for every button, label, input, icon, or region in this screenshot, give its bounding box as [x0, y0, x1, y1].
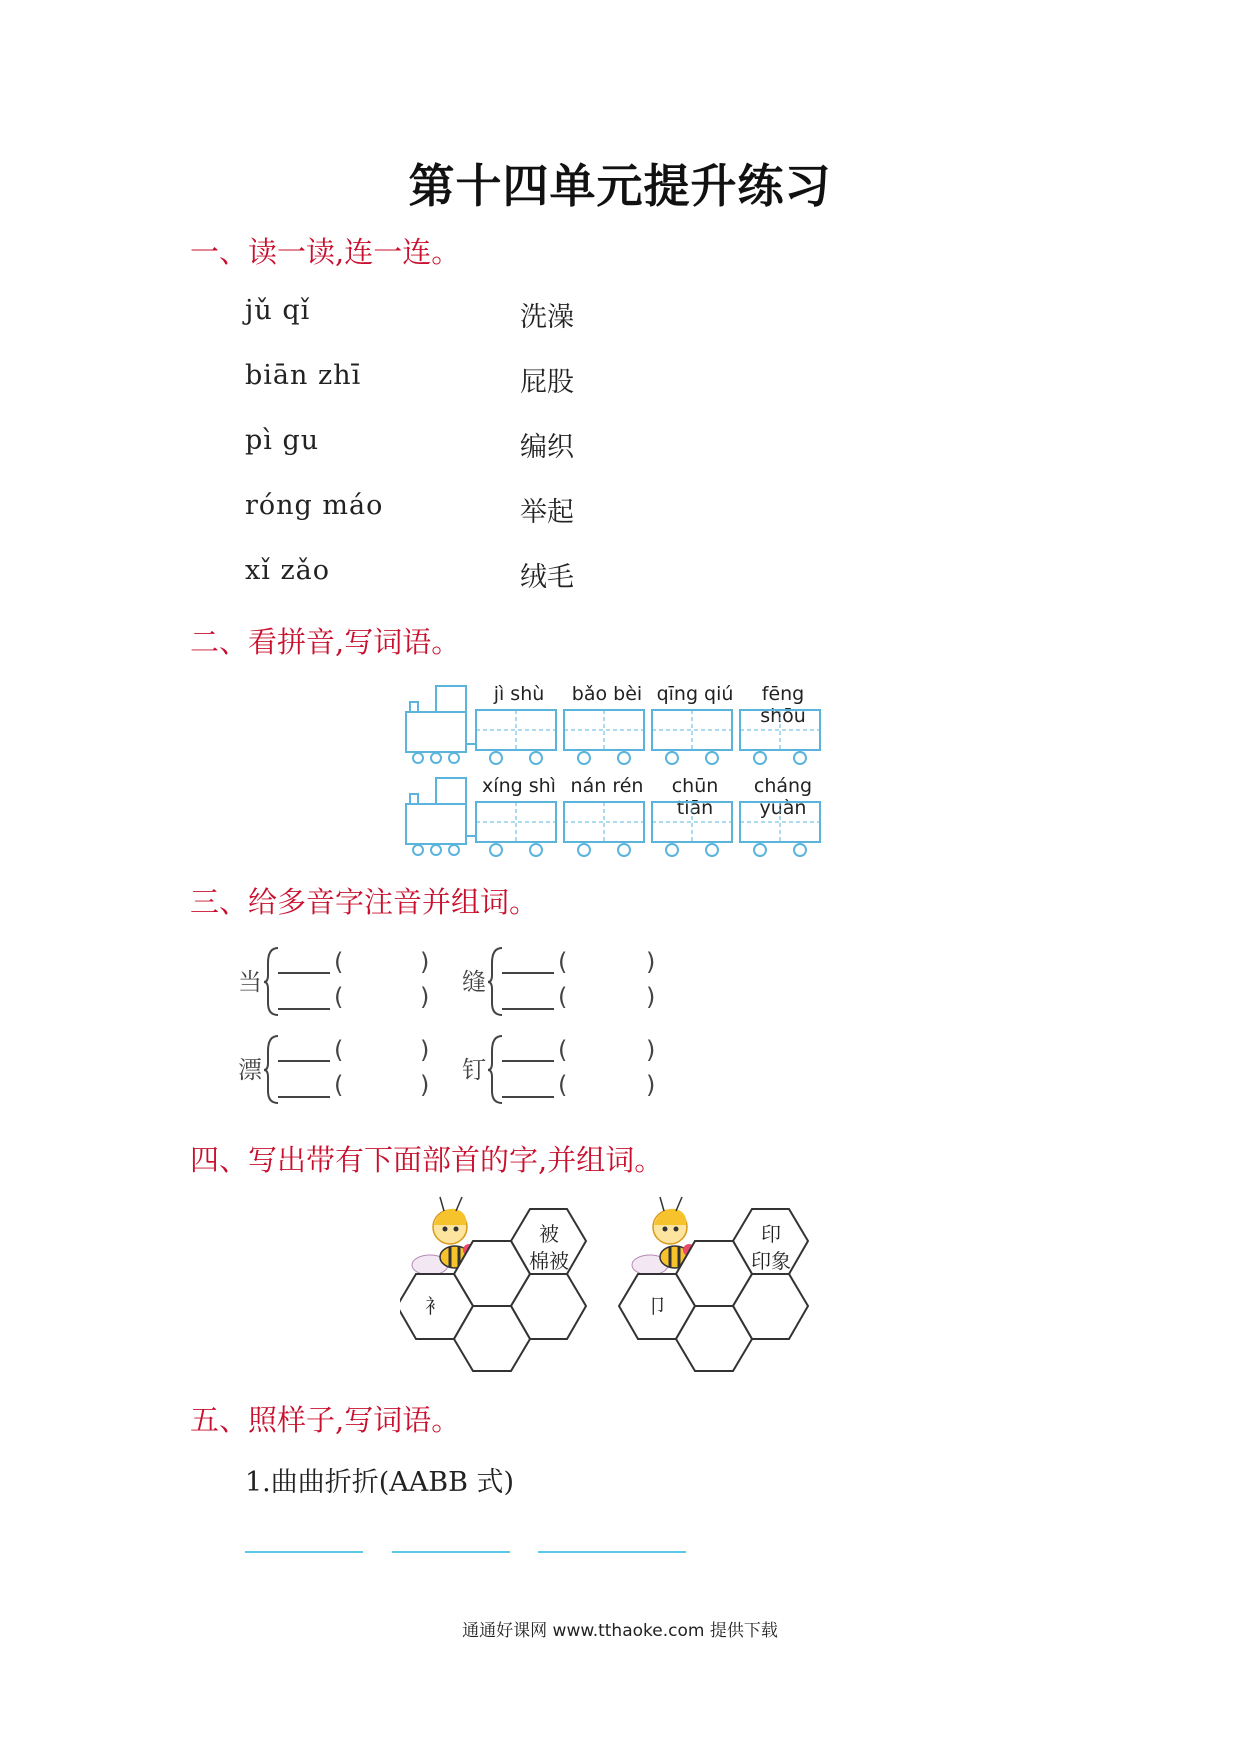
match-pinyin: jǔ qǐ	[245, 295, 311, 326]
hex-example-char: 印	[761, 1222, 781, 1246]
match-word: 屁股	[520, 367, 574, 398]
hex-example-word: 印象	[751, 1249, 791, 1273]
polyphone-char: 缝	[462, 968, 486, 996]
match-pinyin: pì gu	[245, 425, 320, 456]
paren-open: (	[334, 1036, 344, 1064]
match-word: 举起	[520, 497, 574, 528]
section-heading-4: 四、写出带有下面部首的字,并组词。	[190, 1143, 664, 1177]
example-item: 1.曲曲折折(AABB 式)	[245, 1467, 515, 1498]
match-pinyin: biān zhī	[245, 360, 362, 391]
paren-close: )	[646, 948, 656, 976]
train-pinyin: qīng qiú	[656, 683, 734, 705]
footer-text: 通通好课网 www.tthaoke.com 提供下载	[462, 1621, 778, 1641]
paren-open: (	[334, 948, 344, 976]
paren-open: (	[558, 983, 568, 1011]
polyphone-char: 漂	[238, 1056, 262, 1084]
match-pinyin: xǐ zǎo	[245, 555, 331, 586]
answer-line[interactable]	[538, 1551, 686, 1553]
hex-example-char: 被	[539, 1222, 559, 1246]
section-heading-5: 五、照样子,写词语。	[190, 1403, 461, 1437]
paren-open: (	[558, 1036, 568, 1064]
match-word: 绒毛	[520, 562, 574, 593]
section-heading-2: 二、看拼音,写词语。	[190, 625, 461, 659]
train-pinyin: nán rén	[570, 775, 644, 797]
section-heading-3: 三、给多音字注音并组词。	[190, 885, 539, 919]
train-grid-2	[400, 772, 840, 857]
polyphone-char: 钉	[462, 1056, 486, 1084]
train-pinyin: xíng shì	[482, 775, 556, 797]
answer-line[interactable]	[392, 1551, 510, 1553]
page-title: 第十四单元提升练习	[408, 159, 832, 213]
train-pinyin: chūn tiān	[671, 775, 719, 819]
hex-radical: 卩	[647, 1294, 667, 1318]
polyphone-char: 当	[238, 968, 262, 996]
train-grid-1	[400, 680, 840, 765]
paren-close: )	[420, 983, 430, 1011]
paren-open: (	[558, 948, 568, 976]
writing-grid	[652, 710, 732, 750]
train-pinyin: jì shù	[493, 683, 545, 705]
train-pinyin: cháng yuàn	[753, 775, 813, 819]
train-pinyin: bǎo bèi	[571, 683, 643, 705]
paren-close: )	[420, 1071, 430, 1099]
writing-grid	[476, 710, 556, 750]
paren-close: )	[420, 1036, 430, 1064]
hex-radical: 衤	[425, 1294, 445, 1318]
train-chimney	[410, 702, 418, 712]
writing-grid	[740, 710, 820, 750]
paren-open: (	[558, 1071, 568, 1099]
hex-example-word: 棉被	[529, 1249, 569, 1273]
paren-close: )	[646, 1071, 656, 1099]
match-pinyin: róng máo	[245, 490, 384, 521]
paren-close: )	[646, 983, 656, 1011]
train-engine-cab	[436, 686, 466, 712]
paren-close: )	[420, 948, 430, 976]
match-word: 编织	[520, 432, 574, 463]
writing-grid	[564, 710, 644, 750]
train-pinyin: fēng shōu	[760, 683, 806, 727]
match-word: 洗澡	[520, 302, 574, 333]
answer-line[interactable]	[245, 1551, 363, 1553]
paren-open: (	[334, 983, 344, 1011]
paren-close: )	[646, 1036, 656, 1064]
train-engine-body	[406, 712, 466, 752]
paren-open: (	[334, 1071, 344, 1099]
section-heading-1: 一、读一读,连一连。	[190, 235, 461, 269]
